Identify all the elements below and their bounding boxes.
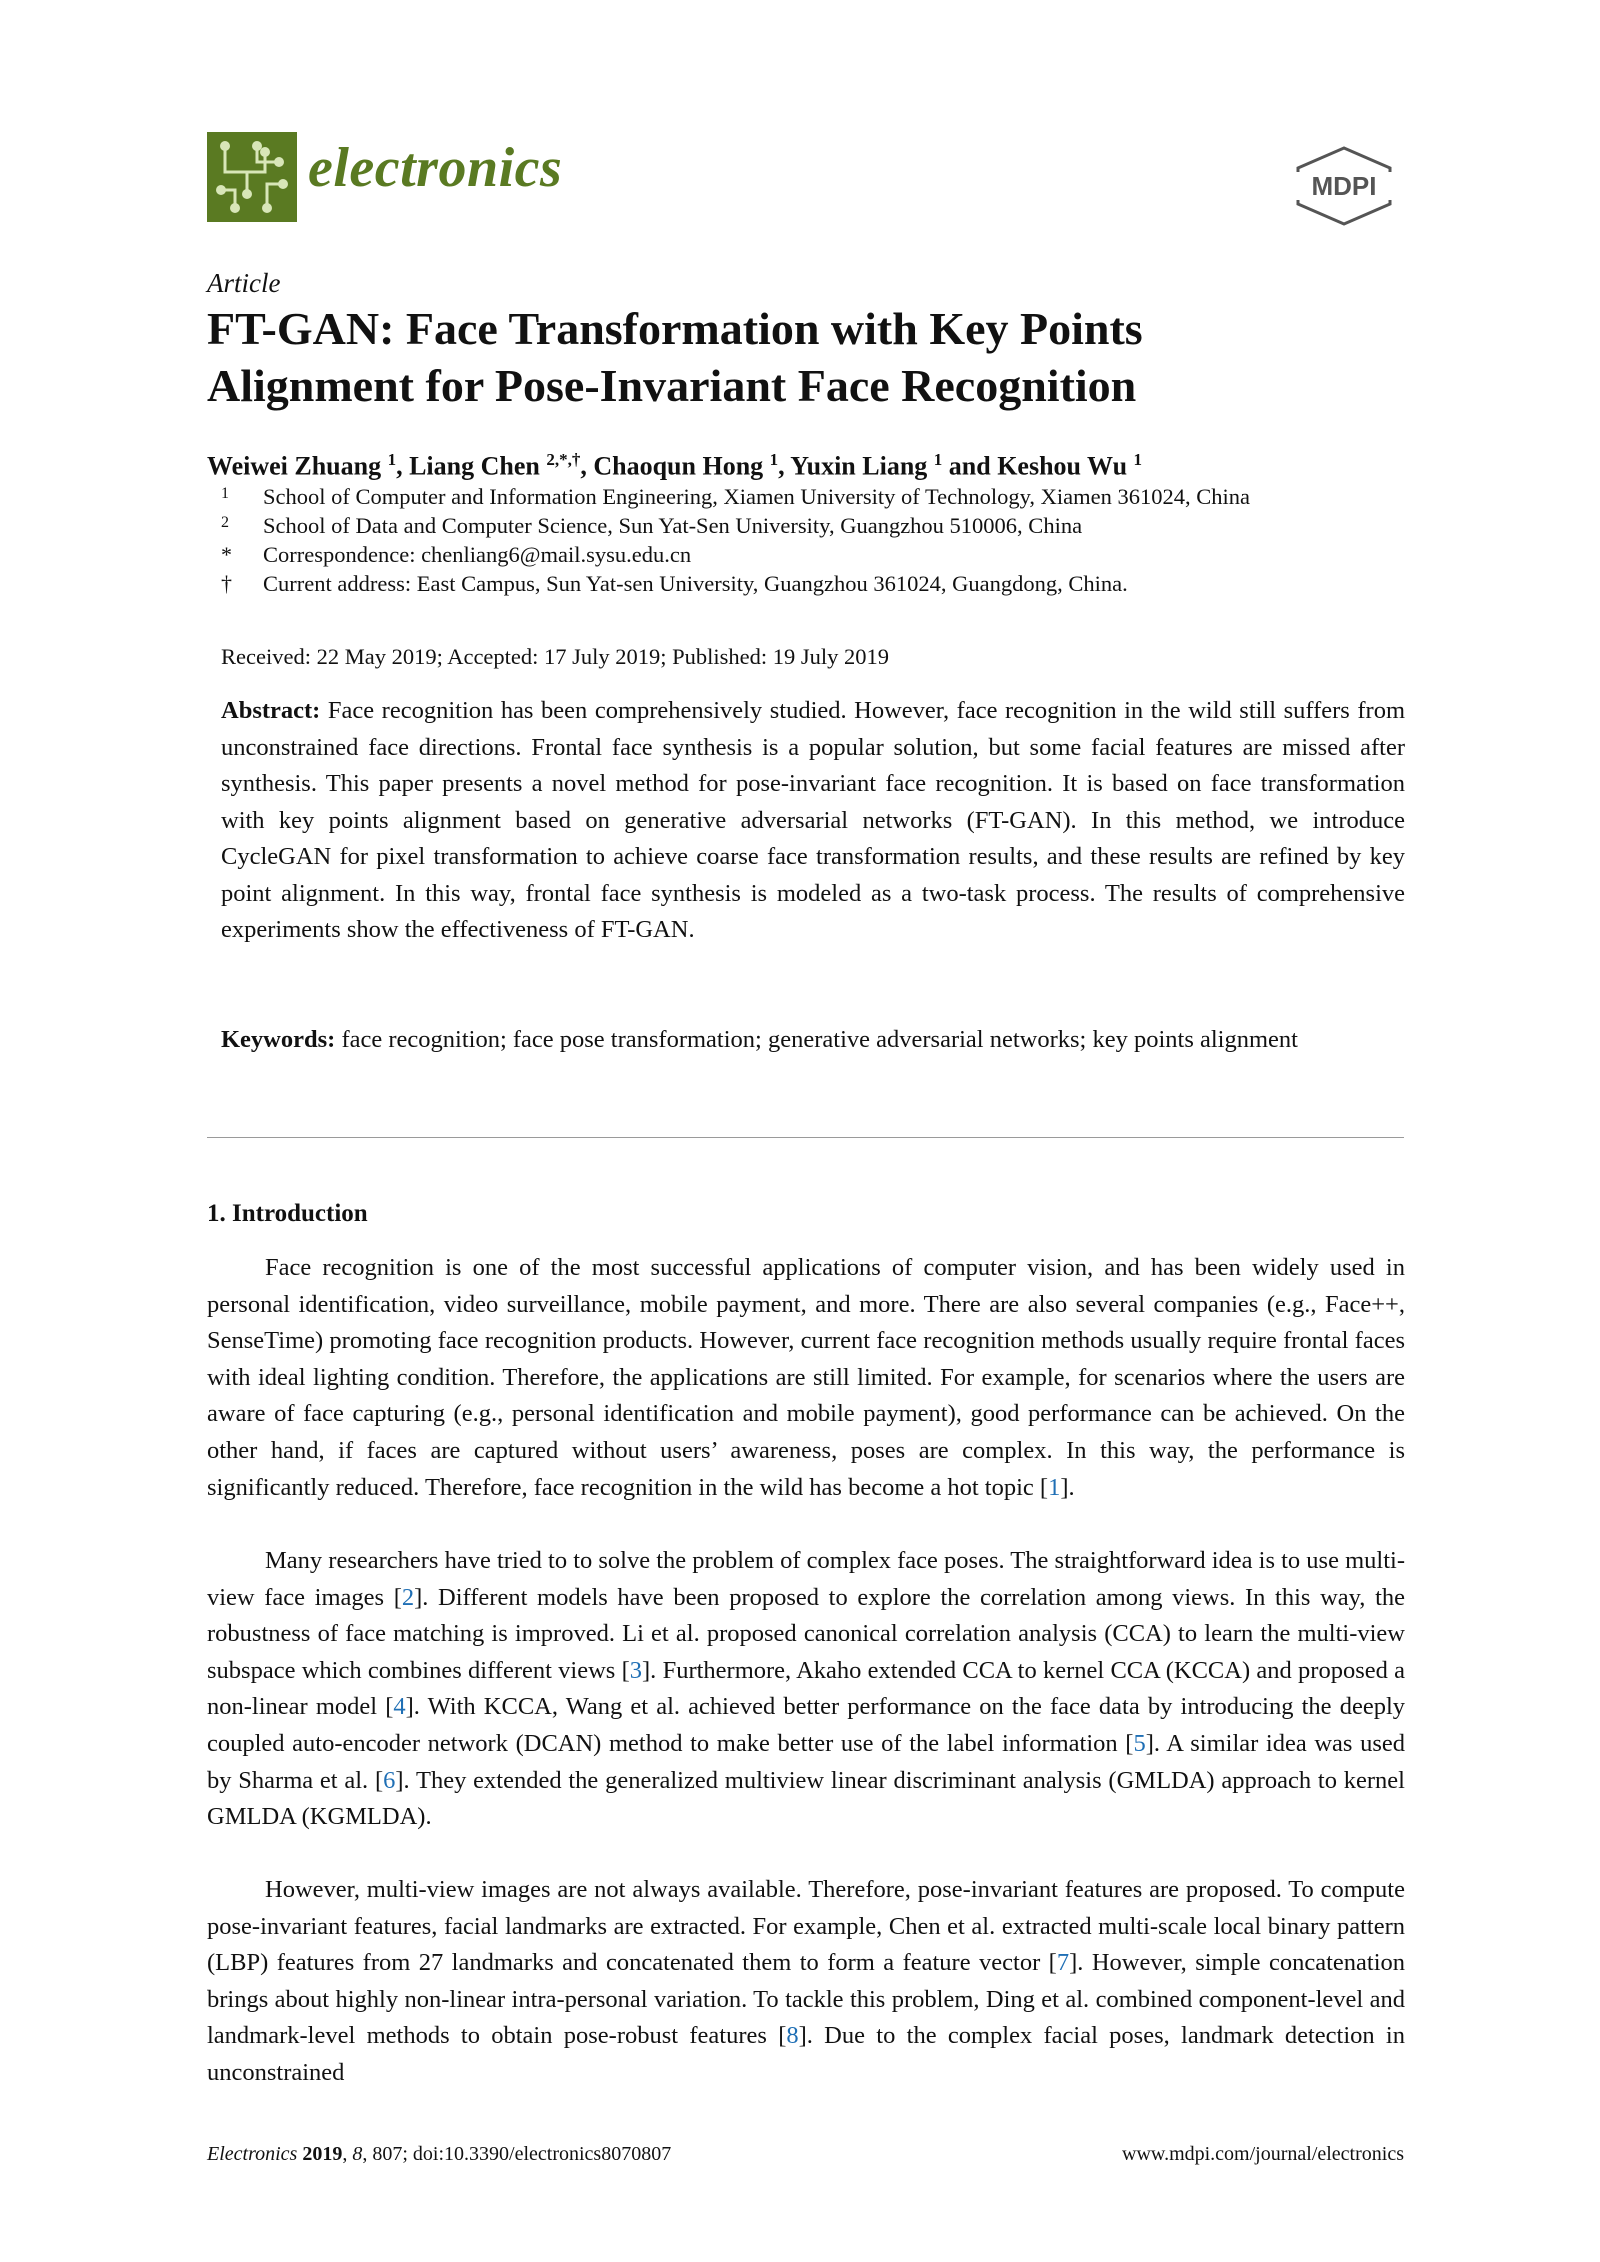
author-name: Keshou Wu xyxy=(997,451,1134,481)
citation-link[interactable]: 4 xyxy=(393,1693,406,1721)
footer-doi: , 807; doi:10.3390/electronics8070807 xyxy=(362,2143,672,2165)
paragraph-text: ]. Different models have been proposed to explore the correlation among views. In this way, the robustness of face matching is improved. Li et al. proposed canonical correlation analysis (CCA) to learn the multi-view subspace which combines different views [ xyxy=(207,1583,1405,1684)
keywords xyxy=(221,1022,1405,1059)
author-affiliation-mark: 1 xyxy=(933,450,943,469)
affiliation-text: School of Data and Computer Science, Sun Yat-Sen University, Guangzhou 510006, China xyxy=(263,513,1083,538)
affiliation-text: School of Computer and Information Engineering, Xiamen University of Technology, Xiamen 361024, China xyxy=(263,484,1250,509)
keywords-label: Keywords: xyxy=(221,1026,336,1053)
author-separator: , xyxy=(778,451,791,481)
author-separator: and xyxy=(942,451,998,481)
section-heading: 1. Introduction xyxy=(207,1200,368,1227)
footer-url[interactable]: www.mdpi.com/journal/electronics xyxy=(1122,2143,1404,2165)
paragraph-text: However, multi-view images are not always available. Therefore, pose-invariant features are proposed. To compute pose-invariant features, facial landmarks are extracted. For example, Chen et al. extracted multi-scale local binary pattern (LBP) features from 27 landmarks and concatenated them to form a feature vector [ xyxy=(207,1876,1405,1977)
author-name: Weiwei Zhuang xyxy=(207,451,388,481)
title-line-1: FT-GAN: Face Transformation with Key Points xyxy=(207,303,1143,354)
paragraph-text: ]. Due to the complex facial poses, landmark detection in unconstrained xyxy=(207,2022,1405,2086)
affiliation-text: Correspondence: chenliang6@mail.sysu.edu.cn xyxy=(263,542,692,567)
abstract-text: Face recognition has been comprehensively studied. However, face recognition in the wild still suffers from unconstrained face directions. Frontal face synthesis is a popular solution, but some facial features are missed after synthesis. This paper presents a novel method for pose-invariant face recognition. It is based on face transformation with key points alignment based on generative adversarial networks (FT-GAN). In this method, we introduce CycleGAN for pixel transformation to achieve coarse face transformation results, and these results are refined by key point alignment. In this way, frontal face synthesis is modeled as a two-task process. The results of comprehensive experiments show the effectiveness of FT-GAN. xyxy=(221,697,1406,943)
footer-journal: Electronics xyxy=(207,2143,298,2165)
footer-volume: 8 xyxy=(352,2143,363,2165)
abstract xyxy=(221,693,1405,949)
journal-name: electronics xyxy=(308,137,563,199)
affiliation-mark: 2 xyxy=(221,514,229,531)
paragraph-text: ]. Furthermore, Akaho extended CCA to kernel CCA (KCCA) and proposed a non-linear model [ xyxy=(207,1656,1405,1721)
author-affiliation-mark: 1 xyxy=(1133,450,1143,469)
citation-link[interactable]: 7 xyxy=(1056,1949,1070,1977)
citation-link[interactable]: 8 xyxy=(786,2022,799,2050)
footer-citation xyxy=(207,2143,671,2166)
author-affiliation-mark: 1 xyxy=(769,450,779,469)
article-type: Article xyxy=(207,268,281,298)
paragraph-text: ]. A similar idea was used by Sharma et al. [ xyxy=(207,1729,1405,1794)
affiliation-item xyxy=(221,484,1421,514)
footer-sep: , xyxy=(342,2143,353,2165)
citation-link[interactable]: 2 xyxy=(401,1583,415,1611)
author-list xyxy=(207,450,1407,482)
affiliation-mark: * xyxy=(221,542,232,567)
author-separator: , xyxy=(396,451,410,481)
affiliation-mark: † xyxy=(221,571,232,596)
title-line-2: Alignment for Pose-Invariant Face Recognition xyxy=(207,360,1137,411)
citation-link[interactable]: 1 xyxy=(1048,1473,1061,1501)
mdpi-logo-text: MDPI xyxy=(1311,171,1377,201)
paragraph-text: ]. They extended the generalized multiview linear discriminant analysis (GMLDA) approach to kernel GMLDA (KGMLDA). xyxy=(207,1766,1405,1831)
paragraph-text: Many researchers have tried to to solve the problem of complex face poses. The straightforward idea is to use multi-view face images [ xyxy=(207,1547,1405,1611)
paragraph-text: Face recognition is one of the most successful applications of computer vision, and has been widely used in personal identification, video surveillance, mobile payment, and more. There are also several companies (e.g., Face++, SenseTime) promoting face recognition products. However, current face recognition methods usually require frontal faces with ideal lighting condition. Therefore, the applications are still limited. For example, for scenarios where the users are aware of face capturing (e.g., personal identification and mobile payment), good performance can be achieved. On the other hand, if faces are captured without users’ awareness, poses are complex. In this way, the performance is significantly reduced. Therefore, face recognition in the wild has become a hot topic [ xyxy=(207,1254,1405,1501)
abstract-label: Abstract: xyxy=(221,697,321,724)
affiliation-mark: 1 xyxy=(221,485,229,502)
publication-dates: Received: 22 May 2019; Accepted: 17 July 2019; Published: 19 July 2019 xyxy=(221,644,890,669)
author-name: Chaoqun Hong xyxy=(593,451,770,481)
paragraph-text: ]. With KCCA, Wang et al. achieved better performance on the face data by introducing the deeply coupled auto-encoder network (DCAN) method to make better use of the label information [ xyxy=(207,1693,1406,1757)
author-affiliation-mark: 2,*,† xyxy=(546,450,581,469)
citation-link[interactable]: 3 xyxy=(629,1656,643,1684)
affiliation-item xyxy=(221,542,1421,572)
author-affiliation-mark: 1 xyxy=(387,450,397,469)
section-divider xyxy=(207,1137,1404,1138)
paragraph-text: ]. xyxy=(1060,1473,1075,1501)
body-paragraph xyxy=(207,1543,1405,1836)
citation-link[interactable]: 5 xyxy=(1133,1729,1146,1757)
author-name: Yuxin Liang xyxy=(790,451,934,481)
author-name: Liang Chen xyxy=(409,451,547,481)
footer-year: 2019 xyxy=(302,2143,343,2165)
mdpi-logo xyxy=(1286,146,1402,226)
paragraph-text: ]. However, simple concatenation brings about highly non-linear intra-personal variation. To tackle this problem, Ding et al. combined component-level and landmark-level methods to obtain pose-robust features [ xyxy=(207,1949,1406,2050)
author-separator: , xyxy=(580,451,594,481)
paper-title xyxy=(207,300,1407,414)
affiliation-text: Current address: East Campus, Sun Yat-sen University, Guangzhou 361024, Guangdong, China. xyxy=(263,571,1128,596)
body-paragraph xyxy=(207,1250,1405,1506)
citation-link[interactable]: 6 xyxy=(383,1766,396,1794)
keywords-text: face recognition; face pose transformation; generative adversarial networks; key points alignment xyxy=(341,1026,1298,1053)
affiliation-item xyxy=(221,571,1421,601)
electronics-logo-icon xyxy=(207,132,297,222)
affiliation-item xyxy=(221,513,1421,543)
body-paragraph xyxy=(207,1872,1405,2092)
